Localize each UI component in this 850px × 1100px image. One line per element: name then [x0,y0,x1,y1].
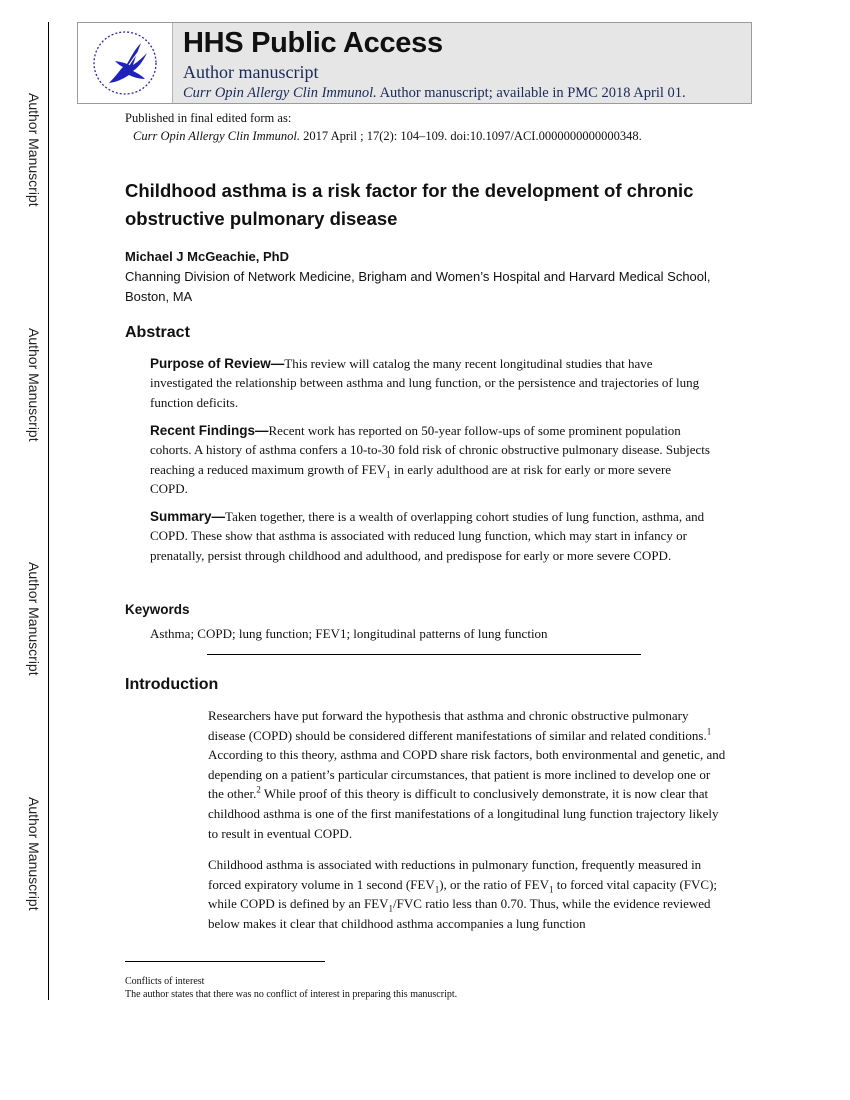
intro-p2-text-b: ), or the ratio of FEV [439,876,549,892]
keywords-divider [207,654,641,655]
published-label: Published in final edited form as: [125,111,292,125]
citation-ref-2[interactable]: 2 [256,785,261,796]
hhs-eagle-seal-icon [78,23,173,103]
footnote-text: The author states that there was no conflict of interest in preparing this manuscript. [125,989,458,1000]
banner-title: HHS Public Access [183,27,443,59]
findings-text-1: Recent work has reported on 50-year follow-ups of some prominent population cohorts. A history of asthma confers a 10-to-30 fold risk of chronic obstructive pulmonary disease. Subjects reaching a reduced maximum growth of FEV [150,423,710,477]
summary-text: Taken together, there is a wealth of overlapping cohort studies of lung function, asthma, and COPD. These show that asthma is associated with reduced lung function, which may start in infancy or prenatally, persist through childhood and adulthood, and predispose for early or more severe COPD. [150,509,705,563]
keywords-list: Asthma; COPD; lung function; FEV1; longitudinal patterns of lung function [150,626,548,641]
subscript: 1 [388,903,394,914]
abstract-purpose [150,354,710,412]
keywords-heading: Keywords [125,602,190,617]
intro-p1-text-c: While proof of this theory is difficult to conclusively demonstrate, it is now clear that childhood asthma is one of the first manifestations of a longitudinal lung function trajectory likely to result in eventual COPD. [208,786,719,841]
citation-journal: Curr Opin Allergy Clin Immunol. [133,129,301,143]
findings-subscript: 1 [386,469,391,480]
intro-paragraph-1 [208,706,728,843]
banner-journal-line [183,84,686,103]
banner-subtitle: Author manuscript [183,62,319,82]
intro-p2-text-d: /FVC ratio less than 0.70. Thus, while the evidence reviewed below makes it clear that childhood asthma accompanies a lung function [208,896,711,931]
intro-p1-text-b: According to this theory, asthma and COPD share risk factors, both environmental and genetic, and depending on a patient’s particular circumstances, that patient is more inclined to develop one or the other. [208,747,726,802]
footnote [125,975,457,1001]
journal-name: Curr Opin Allergy Clin Immunol. [183,85,377,101]
intro-p2-text-c: to forced vital capacity (FVC); while COPD is defined by an FEV [208,876,718,912]
citation-details: 2017 April ; 17(2): 104–109. doi:10.1097/ACI.0000000000000348. [300,129,642,143]
citation-ref-1[interactable]: 1 [706,726,712,737]
summary-lead: Summary— [150,509,226,524]
intro-paragraph-2 [208,855,728,933]
intro-p2-text-a: Childhood asthma is associated with reductions in pulmonary function, frequently measured in forced expiratory volume in 1 second (FEV [208,857,702,892]
side-label-author-manuscript: Author Manuscript [26,328,42,442]
author-name: Michael J McGeachie, PhD [125,249,290,264]
intro-p1-text-a: Researchers have put forward the hypothesis that asthma and chronic obstructive pulmonary disease (COPD) should be considered different manifestations of similar and related conditions. [208,708,707,743]
publication-info [125,109,642,145]
abstract-findings [150,421,710,498]
subscript: 1 [434,884,440,895]
findings-text-2: in early adulthood are at risk for early or more severe COPD. [150,461,672,496]
footnote-title: Conflicts of interest [125,976,205,987]
introduction-heading: Introduction [125,676,219,693]
hhs-public-access-banner [77,22,752,104]
article-title: Childhood asthma is a risk factor for the development of chronic obstructive pulmonary disease [125,180,694,229]
side-label-author-manuscript: Author Manuscript [26,562,42,676]
citation [125,127,642,145]
side-label-author-manuscript: Author Manuscript [26,797,42,911]
abstract-summary [150,507,710,565]
author-affiliation: Channing Division of Network Medicine, Brigham and Women’s Hospital and Harvard Medical School, Boston, MA [125,269,711,304]
purpose-text: This review will catalog the many recent longitudinal studies that have investigated the relationship between asthma and lung function, or the persistence and trajectories of lung function deficits. [150,356,700,410]
purpose-lead: Purpose of Review— [150,356,285,371]
footnote-divider [125,961,325,962]
findings-lead: Recent Findings— [150,423,269,438]
margin-rule [48,22,49,1000]
subscript: 1 [548,884,554,895]
side-label-author-manuscript: Author Manuscript [26,93,42,207]
availability-text: Author manuscript; available in PMC 2018 April 01. [376,85,686,101]
abstract-heading: Abstract [125,324,190,341]
